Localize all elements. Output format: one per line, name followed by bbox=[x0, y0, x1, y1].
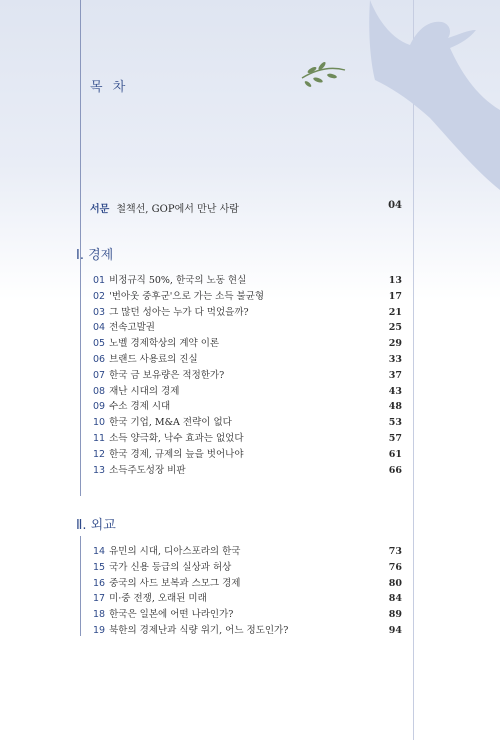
diplomacy-entry-list bbox=[93, 544, 402, 639]
entry-title: 비정규직 50%, 한국의 노동 현실 bbox=[109, 275, 247, 286]
entry-page-number: 80 bbox=[388, 577, 402, 589]
toc-entry[interactable] bbox=[93, 576, 402, 592]
entry-page-number: 29 bbox=[388, 338, 402, 350]
entry-page-number: 37 bbox=[388, 369, 402, 381]
toc-entry[interactable] bbox=[93, 305, 402, 321]
entry-number: 08 bbox=[93, 385, 106, 397]
entry-number: 02 bbox=[93, 290, 106, 302]
entry-page-number: 25 bbox=[388, 322, 402, 334]
entry-title: 노벨 경제학상의 계약 이론 bbox=[109, 338, 220, 350]
section-title-economy: Ⅰ. 경제 bbox=[76, 248, 114, 263]
entry-page-number: 17 bbox=[388, 290, 402, 302]
toc-entry[interactable] bbox=[93, 368, 402, 384]
entry-number: 13 bbox=[93, 464, 106, 476]
entry-page-number: 76 bbox=[388, 561, 402, 573]
entry-number: 16 bbox=[93, 577, 106, 589]
toc-entry[interactable] bbox=[93, 320, 402, 336]
entry-title: 중국의 사드 보복과 스모그 경제 bbox=[109, 577, 241, 589]
entry-page-number: 53 bbox=[388, 417, 402, 429]
toc-entry[interactable] bbox=[93, 560, 402, 576]
entry-title: 소득 양극화, 낙수 효과는 없었다 bbox=[109, 432, 244, 444]
toc-entry[interactable] bbox=[93, 544, 402, 560]
entry-number: 03 bbox=[93, 306, 106, 318]
entry-number: 17 bbox=[93, 593, 106, 605]
entry-page-number: 43 bbox=[388, 385, 402, 397]
entry-number: 05 bbox=[93, 338, 106, 350]
entry-number: 09 bbox=[93, 401, 106, 413]
toc-entry[interactable] bbox=[93, 336, 402, 352]
entry-number: 15 bbox=[93, 561, 106, 573]
entry-title: '번아웃 중후군'으로 가는 소득 불균형 bbox=[109, 290, 265, 302]
entry-title: 유민의 시대, 디아스포라의 한국 bbox=[109, 546, 241, 557]
preface-page-number: 04 bbox=[388, 200, 402, 211]
toc-entry[interactable] bbox=[93, 431, 402, 447]
entry-number: 10 bbox=[93, 417, 106, 429]
entry-title: 한국 경제, 규제의 늪을 벗어나야 bbox=[109, 448, 244, 460]
left-rule-lower bbox=[80, 536, 81, 636]
entry-page-number: 89 bbox=[388, 609, 402, 621]
dove-with-olive-branch-icon bbox=[300, 0, 500, 190]
toc-entry[interactable] bbox=[93, 289, 402, 305]
entry-title: 국가 신용 등급의 실상과 허상 bbox=[109, 561, 232, 573]
entry-number: 12 bbox=[93, 448, 106, 460]
toc-heading: 목 차 bbox=[90, 80, 129, 95]
toc-entry[interactable] bbox=[93, 415, 402, 431]
entry-page-number: 61 bbox=[388, 448, 402, 460]
entry-title: 한국 기업, M&A 전략이 없다 bbox=[109, 417, 232, 429]
entry-page-number: 57 bbox=[388, 432, 402, 444]
entry-page-number: 33 bbox=[388, 353, 402, 365]
entry-title: 소득주도성장 비판 bbox=[109, 464, 186, 476]
entry-number: 18 bbox=[93, 609, 106, 621]
toc-entry[interactable] bbox=[93, 384, 402, 400]
section-title-diplomacy: Ⅱ. 외교 bbox=[76, 518, 116, 533]
entry-title: 브랜드 사용료의 진실 bbox=[109, 353, 198, 365]
entry-page-number: 48 bbox=[388, 401, 402, 413]
entry-page-number: 84 bbox=[388, 593, 402, 605]
toc-entry[interactable] bbox=[93, 623, 402, 639]
toc-entry[interactable] bbox=[93, 447, 402, 463]
entry-title: 전속고발권 bbox=[109, 322, 155, 334]
toc-entry[interactable] bbox=[93, 273, 402, 289]
entry-title: 한국 금 보유량은 적정한가? bbox=[109, 369, 225, 381]
entry-number: 06 bbox=[93, 353, 106, 365]
entry-title: 미·중 전쟁, 오래된 미래 bbox=[109, 593, 207, 605]
entry-number: 11 bbox=[93, 432, 106, 444]
entry-title: 북한의 경제난과 식량 위기, 어느 정도인가? bbox=[109, 624, 289, 636]
entry-page-number: 13 bbox=[388, 275, 402, 286]
entry-number: 14 bbox=[93, 546, 106, 557]
toc-entry[interactable] bbox=[93, 463, 402, 479]
entry-page-number: 94 bbox=[388, 624, 402, 636]
preface-label: 서문 bbox=[90, 204, 110, 215]
entry-page-number: 73 bbox=[388, 546, 402, 557]
entry-title: 재난 시대의 경제 bbox=[109, 385, 180, 397]
preface-entry[interactable] bbox=[90, 200, 402, 215]
entry-number: 04 bbox=[93, 322, 106, 334]
economy-entry-list bbox=[93, 273, 402, 478]
toc-entry[interactable] bbox=[93, 399, 402, 415]
toc-entry[interactable] bbox=[93, 352, 402, 368]
entry-number: 19 bbox=[93, 624, 106, 636]
preface-title: 철책선, GOP에서 만난 사람 bbox=[116, 204, 239, 215]
entry-title: 수소 경제 시대 bbox=[109, 401, 171, 413]
entry-page-number: 21 bbox=[388, 306, 402, 318]
toc-entry[interactable] bbox=[93, 591, 402, 607]
entry-number: 01 bbox=[93, 275, 106, 286]
entry-title: 한국은 일본에 어떤 나라인가? bbox=[109, 609, 234, 621]
entry-page-number: 66 bbox=[388, 464, 402, 476]
toc-entry[interactable] bbox=[93, 607, 402, 623]
entry-title: 그 많던 성아는 누가 다 먹었을까? bbox=[109, 306, 249, 318]
entry-number: 07 bbox=[93, 369, 106, 381]
